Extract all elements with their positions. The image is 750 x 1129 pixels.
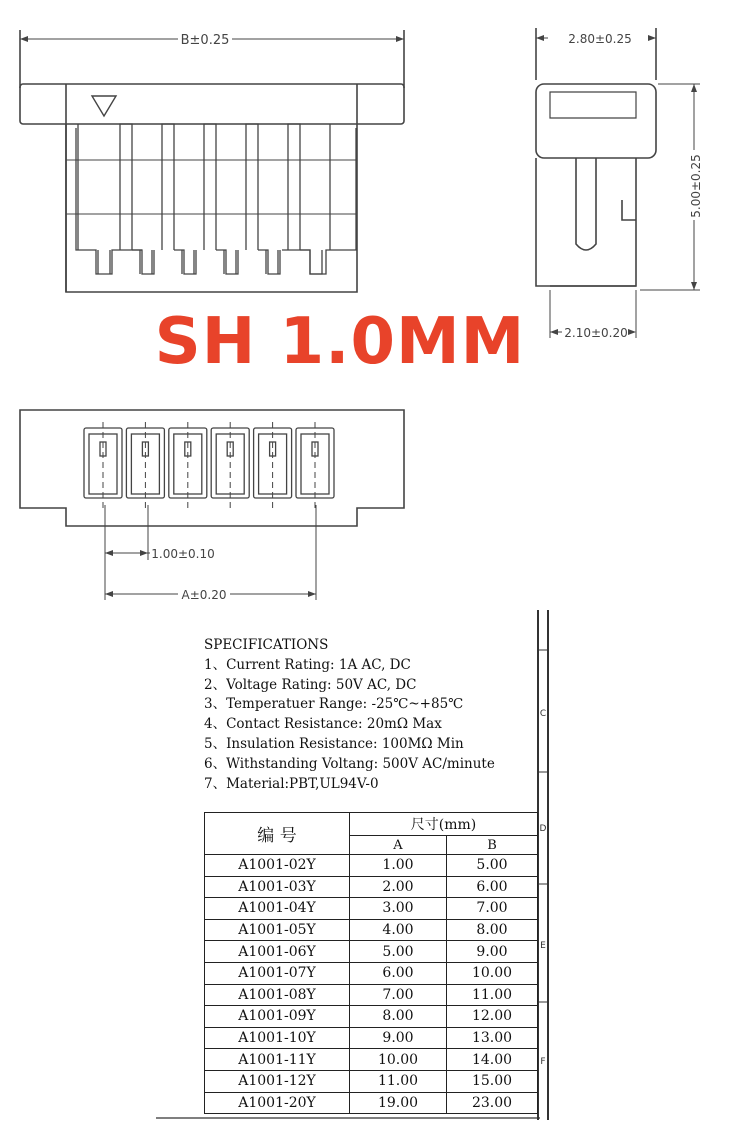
spec-item: 4、Contact Resistance: 20mΩ Max — [204, 716, 442, 733]
cell-b: 13.00 — [447, 1027, 538, 1049]
plan-view — [20, 410, 404, 602]
page-title: SH 1.0MM — [154, 305, 526, 379]
table-row — [205, 898, 538, 920]
plan-pin — [254, 422, 292, 512]
slot-columns — [78, 124, 330, 274]
cell-b: 5.00 — [447, 855, 538, 877]
table-row — [205, 1027, 538, 1049]
specifications-block — [204, 636, 495, 794]
cell-a: 6.00 — [350, 962, 447, 984]
header-part-number: 编 号 — [205, 813, 350, 855]
spec-item: 1、Current Rating: 1A AC, DC — [204, 656, 411, 673]
frame-marker-e: E — [540, 941, 546, 951]
cell-part-number: A1001-02Y — [205, 855, 350, 877]
cell-b: 7.00 — [447, 898, 538, 920]
cell-part-number: A1001-06Y — [205, 941, 350, 963]
spec-item: 5、Insulation Resistance: 100MΩ Min — [204, 735, 464, 752]
frame-marker-d: D — [539, 824, 547, 834]
dimension-table — [204, 812, 538, 1114]
cell-b: 15.00 — [447, 1070, 538, 1092]
table-row — [205, 1049, 538, 1071]
cell-part-number: A1001-04Y — [205, 898, 350, 920]
plan-pin — [126, 422, 164, 512]
cell-b: 23.00 — [447, 1092, 538, 1114]
cell-b: 9.00 — [447, 941, 538, 963]
dim-side-bottom: 2.10±0.20 — [564, 326, 628, 340]
header-a: A — [350, 836, 447, 855]
frame-marker-c: C — [539, 709, 547, 719]
table-row — [205, 1006, 538, 1028]
dim-b-label: B±0.25 — [180, 33, 230, 48]
plan-pin — [296, 422, 334, 512]
cell-b: 10.00 — [447, 962, 538, 984]
cell-part-number: A1001-20Y — [205, 1092, 350, 1114]
slot-column — [162, 124, 196, 274]
pin1-triangle-icon — [92, 96, 116, 116]
dim-span: A±0.20 — [181, 588, 227, 602]
cell-part-number: A1001-03Y — [205, 876, 350, 898]
spec-item: 2、Voltage Rating: 50V AC, DC — [204, 676, 417, 693]
cell-a: 7.00 — [350, 984, 447, 1006]
table-row — [205, 984, 538, 1006]
cell-a: 2.00 — [350, 876, 447, 898]
table-row — [205, 876, 538, 898]
dim-pitch: 1.00±0.10 — [151, 547, 215, 561]
spec-item: 6、Withstanding Voltang: 500V AC/minute — [204, 755, 495, 772]
cell-a: 5.00 — [350, 941, 447, 963]
cell-a: 19.00 — [350, 1092, 447, 1114]
cell-a: 3.00 — [350, 898, 447, 920]
dimension-b — [20, 30, 404, 88]
front-view — [20, 84, 404, 292]
frame-marker-f: F — [540, 1057, 546, 1067]
cell-part-number: A1001-10Y — [205, 1027, 350, 1049]
slot-tab — [98, 250, 110, 274]
cell-a: 8.00 — [350, 1006, 447, 1028]
plan-pins — [84, 422, 334, 512]
cell-part-number: A1001-07Y — [205, 962, 350, 984]
spec-item: 3、Temperatuer Range: -25℃~+85℃ — [204, 696, 464, 713]
table-row — [205, 1092, 538, 1114]
cell-part-number: A1001-08Y — [205, 984, 350, 1006]
dim-side-width: 2.80±0.25 — [568, 32, 632, 46]
cell-part-number: A1001-11Y — [205, 1049, 350, 1071]
specifications-heading: SPECIFICATIONS — [204, 637, 329, 653]
cell-b: 11.00 — [447, 984, 538, 1006]
table-row — [205, 919, 538, 941]
slot-column — [246, 124, 280, 274]
cell-a: 10.00 — [350, 1049, 447, 1071]
slot-column — [120, 124, 154, 274]
cell-b: 8.00 — [447, 919, 538, 941]
plan-pin — [169, 422, 207, 512]
plan-pin — [211, 422, 249, 512]
cell-part-number: A1001-05Y — [205, 919, 350, 941]
side-view — [536, 28, 703, 340]
table-row — [205, 855, 538, 877]
slot-column — [288, 124, 322, 274]
spec-item: 7、Material:PBT,UL94V-0 — [204, 775, 379, 792]
cell-b: 14.00 — [447, 1049, 538, 1071]
table-row — [205, 1070, 538, 1092]
dim-side-height: 5.00±0.25 — [689, 154, 703, 218]
cell-a: 1.00 — [350, 855, 447, 877]
cell-b: 12.00 — [447, 1006, 538, 1028]
cell-a: 9.00 — [350, 1027, 447, 1049]
cell-a: 11.00 — [350, 1070, 447, 1092]
cell-part-number: A1001-12Y — [205, 1070, 350, 1092]
header-size: 尺寸(mm) — [350, 813, 538, 836]
table-row — [205, 962, 538, 984]
table-row — [205, 941, 538, 963]
header-b: B — [447, 836, 538, 855]
cell-b: 6.00 — [447, 876, 538, 898]
slot-column — [204, 124, 238, 274]
plan-pin — [84, 422, 122, 512]
cell-a: 4.00 — [350, 919, 447, 941]
cell-part-number: A1001-09Y — [205, 1006, 350, 1028]
